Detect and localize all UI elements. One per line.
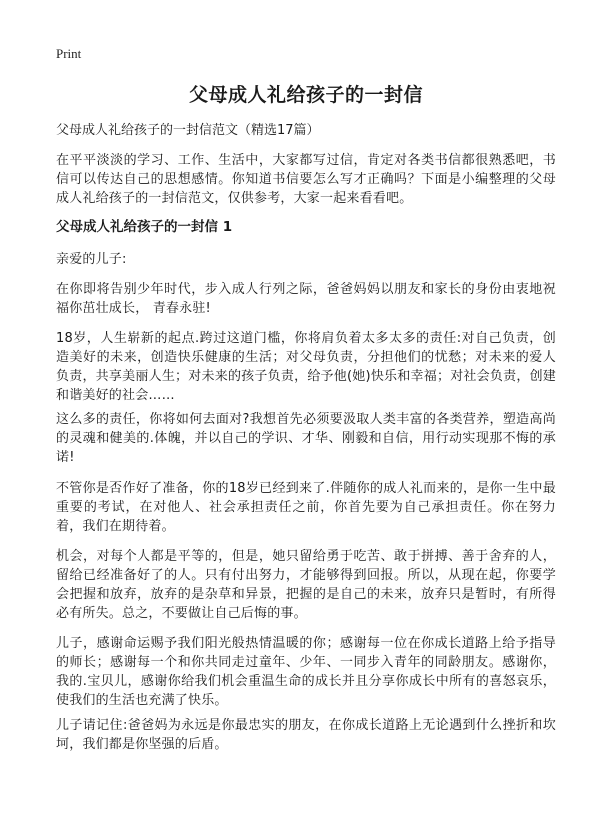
body-paragraph: 这么多的责任，你将如何去面对?我想首先必须要汲取人类丰富的各类营养，塑造高尚的灵魂和健美的.体魄，并以自己的学识、才华、刚毅和自信，用行动实现那不悔的承诺! [56, 412, 556, 465]
body-paragraph: 不管你是否作好了准备，你的18岁已经到来了.伴随你的成人礼而来的，是你一生中最重要的考试，在对他人、社会承担责任之前，你首先要为自己承担责任。你在努力着，我们在期待着。 [56, 481, 556, 534]
print-link[interactable]: Print [56, 46, 82, 61]
intro-paragraph: 在平平淡淡的学习、工作、生活中，大家都写过信，肯定对各类书信都很熟悉吧，书信可以传达自己的思想感情。你知道书信要怎么写才正确吗？下面是小编整理的父母成人礼给孩子的一封信范文，仅供参考，大家一起来看看吧。 [56, 153, 556, 206]
section-heading: 父母成人礼给孩子的一封信 1 [56, 219, 233, 235]
body-paragraph: 在你即将告别少年时代，步入成人行列之际，爸爸妈妈以朋友和家长的身份由衷地祝福你茁壮成长， 青春永驻! [56, 282, 556, 316]
body-paragraph: 机会，对每个人都是平等的，但是，她只留给勇于吃苦、敢于拼搏、善于舍弃的人，留给已经准备好了的人。只有付出努力，才能够得到回报。所以，从现在起，你要学会把握和放弃，放弃的是杂草和异景，把握的是自己的未来，放弃只是暂时，有所得必有所失。总之，不要做让自己后悔的事。 [56, 549, 556, 621]
body-paragraph: 18岁，人生崭新的起点.跨过这道门槛，你将肩负着太多太多的责任:对自己负责，创造美好的未来，创造快乐健康的生活；对父母负责，分担他们的忧愁；对未来的爱人负责，共享美丽人生；对未来的孩子负责，给予他(她)快乐和幸福；对社会负责，创建和谐美好的社会…… [56, 331, 556, 403]
closing-paragraph: 儿子请记住:爸爸妈为永远是你最忠实的朋友，在你成长道路上无论遇到什么挫折和坎坷，我们都是你坚强的后盾。 [56, 718, 556, 752]
salutation: 亲爱的儿子: [56, 252, 127, 267]
document-title: 父母成人礼给孩子的一封信 [188, 84, 423, 106]
document-subtitle: 父母成人礼给孩子的一封信范文（精选17篇） [56, 123, 320, 138]
body-paragraph: 儿子，感谢命运赐予我们阳光般热情温暖的你；感谢每一位在你成长道路上给予指导的师长；感谢每一个和你共同走过童年、少年、一同步入青年的同龄朋友。感谢你，我的.宝贝儿，感谢你给我们机会重温生命的成长并且分享你成长中所有的喜怒哀乐，使我们的生活也充满了快乐。 [56, 636, 556, 708]
